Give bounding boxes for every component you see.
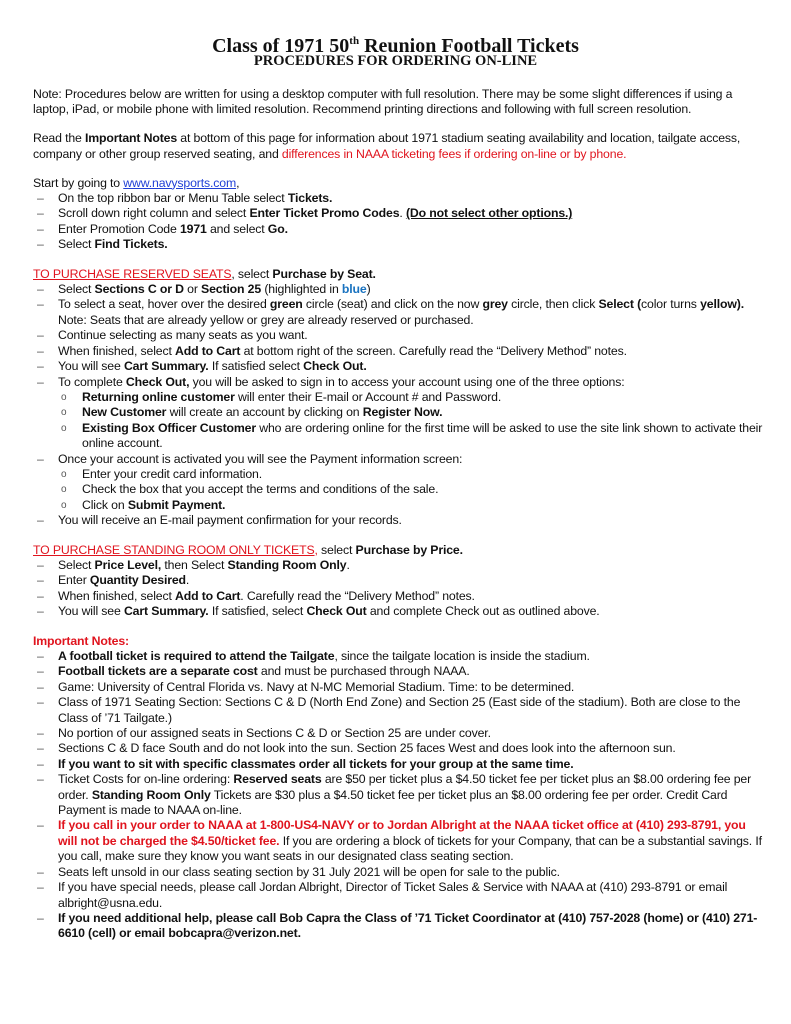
list-item xyxy=(33,297,763,328)
list-item xyxy=(33,741,763,756)
title-text-rest: Reunion Football Tickets xyxy=(359,35,579,57)
text-run: Existing Box Officer Customer xyxy=(82,420,256,435)
page-subtitle: PROCEDURES FOR ORDERING ON-LINE xyxy=(253,53,538,69)
list-item xyxy=(33,818,763,864)
text-run: Check Out, xyxy=(125,374,190,389)
dash-bullet-icon: – xyxy=(37,772,44,787)
list-item xyxy=(33,649,763,664)
circle-bullet-icon: o xyxy=(61,484,67,496)
dash-bullet-icon: – xyxy=(37,880,44,895)
text-run: Class of 1971 Seating Section: Sections C & D (North End Zone) and Section 25 (East side of the stadium). Both are close to the Class of ’71 Tailgate.) xyxy=(58,695,741,725)
text-run: who are ordering online for the first time will be asked to use the site link shown to activate their online account. xyxy=(82,420,763,451)
text-run: If you have special needs, please call Jordan Albright, Director of Ticket Sales & Service with NAAA at (410) 293-8791 or email albright@usna.edu. xyxy=(58,880,728,910)
circle-bullet-icon: o xyxy=(61,422,67,434)
list-item xyxy=(33,328,763,343)
list-item xyxy=(33,757,763,772)
text-run: , select xyxy=(231,266,273,281)
text-run: You will see xyxy=(58,604,124,619)
text-run: Enter Promotion Code xyxy=(58,221,180,236)
text-run: Register Now. xyxy=(362,405,443,420)
text-run: Game: University of Central Florida vs. Navy at N-MC Memorial Stadium. Time: to be determined. xyxy=(58,679,575,694)
dash-bullet-icon: – xyxy=(37,573,44,588)
text-run: . xyxy=(346,557,350,572)
list-item xyxy=(33,880,763,911)
text-run: On the top ribbon bar or Menu Table select xyxy=(58,191,288,206)
dash-bullet-icon: – xyxy=(37,221,44,236)
list-item xyxy=(33,222,763,237)
text-run: Ticket Costs for on-line ordering: xyxy=(58,772,234,787)
text-run: Scroll down right column and select xyxy=(58,206,250,221)
text-run: Quantity Desired xyxy=(89,573,186,588)
text-run: Continue selecting as many seats as you want. xyxy=(58,328,308,343)
text-run: will create an account by clicking on xyxy=(166,405,363,420)
text-run: To select a seat, hover over the desired xyxy=(58,297,270,312)
text-run: at bottom of this page for information about 1971 stadium seating availability and location, tailgate access, company or other group reserved seating, and xyxy=(33,131,741,161)
text-run: When finished, select xyxy=(58,343,175,358)
text-run: Purchase by Price. xyxy=(355,542,463,557)
text-run: Check Out. xyxy=(303,359,367,374)
text-run: If you are ordering a block of tickets for your Company, that can be a substantial savings. If you call, make sure they know you want seats in our designated class seating section. xyxy=(58,833,762,864)
text-run: Price Level, xyxy=(94,557,162,572)
sub-list-item xyxy=(33,390,763,405)
dash-bullet-icon: – xyxy=(37,237,44,252)
text-run: A football ticket is required to attend the Tailgate xyxy=(58,649,335,663)
text-run: Important Notes: xyxy=(33,633,129,648)
dash-bullet-icon: – xyxy=(37,206,44,221)
dash-bullet-icon: – xyxy=(37,343,44,358)
list-item xyxy=(33,282,763,297)
website-link[interactable]: www.navysports.com xyxy=(123,175,237,190)
sub-list-item xyxy=(33,405,763,420)
text-run: If satisfied select xyxy=(208,359,304,374)
text-run: Enter your credit card information. xyxy=(82,466,262,481)
text-run: TO PURCHASE STANDING ROOM ONLY TICKETS, xyxy=(33,542,318,557)
text-run: No portion of our assigned seats in Sections C & D or Section 25 are under cover. xyxy=(58,726,491,741)
list-item xyxy=(33,513,763,528)
spacer xyxy=(33,253,763,267)
text-run: Select ( xyxy=(598,297,642,312)
dash-bullet-icon: – xyxy=(37,328,44,343)
section-heading xyxy=(33,543,763,558)
sub-list-item xyxy=(33,421,763,452)
text-run: ) xyxy=(366,282,371,297)
list-item xyxy=(33,344,763,359)
section-heading xyxy=(33,267,763,282)
text-run: Find Tickets. xyxy=(94,237,168,252)
dash-bullet-icon: – xyxy=(37,818,44,833)
text-run: Read the xyxy=(33,131,85,146)
list-item xyxy=(33,237,763,252)
text-run: Seats left unsold in our class seating section by 31 July 2021 will be open for sale to the public. xyxy=(58,864,560,879)
list-item xyxy=(33,359,763,374)
text-run: and select xyxy=(206,221,268,236)
text-run: and complete Check out as outlined above. xyxy=(366,604,600,619)
title-text: Class of 1971 50 xyxy=(212,35,350,57)
text-run: Note: Procedures below are written for using a desktop computer with full resolution. There may be some slight differences if using a laptop, iPad, or mobile phone with limited resolution. Recommend printing directions and following with full screen resolution. xyxy=(33,87,733,117)
text-run: you will be asked to sign in to access your account using one of the three options: xyxy=(189,374,625,389)
text-run: You will see xyxy=(58,359,124,374)
list-item xyxy=(33,452,763,467)
list-item xyxy=(33,191,763,206)
dash-bullet-icon: – xyxy=(37,374,44,389)
text-run: Go. xyxy=(267,221,288,236)
list-item xyxy=(33,680,763,695)
circle-bullet-icon: o xyxy=(61,391,67,403)
dash-bullet-icon: – xyxy=(37,741,44,756)
text-run: blue xyxy=(341,282,367,297)
text-run: When finished, select xyxy=(58,588,175,603)
text-run: grey xyxy=(482,297,508,312)
bullet-list xyxy=(33,649,763,942)
paragraph xyxy=(33,131,763,162)
text-run: Cart Summary. xyxy=(123,359,209,374)
list-item xyxy=(33,911,763,942)
text-run: green xyxy=(269,297,303,312)
text-run: circle, then click xyxy=(507,297,599,312)
dash-bullet-icon: – xyxy=(37,756,44,771)
text-run: Football tickets are a separate cost xyxy=(58,664,258,679)
text-run: Start by going to xyxy=(33,175,124,190)
text-run: Note: Seats that are already yellow or grey are already reserved or purchased. xyxy=(58,312,474,327)
text-run: Check Out xyxy=(306,604,367,619)
text-run: If satisfied, select xyxy=(208,604,307,619)
text-run: , since the tailgate location is inside the stadium. xyxy=(334,649,590,663)
text-run: (highlighted in xyxy=(261,282,342,297)
dash-bullet-icon: – xyxy=(37,726,44,741)
text-run: New Customer xyxy=(82,405,167,420)
text-run: . xyxy=(399,206,406,221)
list-item xyxy=(33,206,763,221)
text-run: and must be purchased through NAAA. xyxy=(257,664,470,679)
sub-list-item xyxy=(33,498,763,513)
section-heading xyxy=(33,176,763,191)
bullet-list xyxy=(33,282,763,529)
dash-bullet-icon: – xyxy=(37,191,44,206)
dash-bullet-icon: – xyxy=(37,604,44,619)
text-run: differences in NAAA ticketing fees if ordering on-line or by phone. xyxy=(281,146,627,161)
text-run: yellow). xyxy=(700,297,744,312)
text-run: Tickets. xyxy=(287,191,333,206)
text-run: Select xyxy=(58,237,95,252)
text-run: Standing Room Only xyxy=(91,787,211,802)
section-heading xyxy=(33,634,763,649)
dash-bullet-icon: – xyxy=(37,282,44,297)
dash-bullet-icon: – xyxy=(37,649,44,663)
document-body xyxy=(33,87,763,942)
text-run: Sections C & D face South and do not look into the sun. Section 25 faces West and does look into the afternoon sun. xyxy=(58,741,676,756)
text-run: Section 25 xyxy=(201,282,262,297)
list-item xyxy=(33,726,763,741)
text-run: at bottom right of the screen. Carefully read the “Delivery Method” notes. xyxy=(240,343,627,358)
text-run: Select xyxy=(58,557,95,572)
text-run: Enter Ticket Promo Codes xyxy=(249,206,400,221)
text-run: , xyxy=(236,175,240,190)
dash-bullet-icon: – xyxy=(37,588,44,603)
text-run: Once your account is activated you will see the Payment information screen: xyxy=(58,451,463,466)
text-run: then Select xyxy=(161,557,228,572)
dash-bullet-icon: – xyxy=(37,695,44,710)
bullet-list xyxy=(33,191,763,253)
text-run: Reserved seats xyxy=(233,772,322,787)
text-run: Sections C or D xyxy=(94,282,184,297)
text-run: Enter xyxy=(58,573,90,588)
text-run: 1971 xyxy=(179,221,207,236)
text-run: Important Notes xyxy=(84,131,178,146)
text-run: Returning online customer xyxy=(82,389,235,404)
text-run: If you call in your order to NAAA at 1-800-US4-NAVY or to Jordan Albright at the NAAA ticket office at (410) 293-8791, you will not be charged the $4.50/ticket fee. xyxy=(58,818,746,848)
list-item xyxy=(33,772,763,818)
list-item xyxy=(33,695,763,726)
list-item xyxy=(33,573,763,588)
list-item xyxy=(33,604,763,619)
bullet-list xyxy=(33,558,763,620)
list-item xyxy=(33,865,763,880)
text-run: Click on xyxy=(82,497,128,512)
title-superscript: th xyxy=(349,35,360,47)
text-run: Check the box that you accept the terms and conditions of the sale. xyxy=(82,482,439,497)
text-run: Submit Payment. xyxy=(127,497,226,512)
text-run: Select xyxy=(58,282,95,297)
spacer xyxy=(33,529,763,543)
text-run: circle (seat) and click on the now xyxy=(302,297,483,312)
dash-bullet-icon: – xyxy=(37,679,44,694)
sub-list-item xyxy=(33,467,763,482)
list-item xyxy=(33,375,763,390)
text-run: (Do not select other options.) xyxy=(405,206,573,221)
text-run: Cart Summary. xyxy=(123,604,209,619)
dash-bullet-icon: – xyxy=(37,513,44,528)
text-run: color turns xyxy=(641,297,701,312)
text-run: Add to Cart xyxy=(175,343,241,358)
text-run: . Carefully read the “Delivery Method” notes. xyxy=(240,588,475,603)
circle-bullet-icon: o xyxy=(61,499,67,511)
dash-bullet-icon: – xyxy=(37,664,44,679)
dash-bullet-icon: – xyxy=(37,864,44,879)
text-run: If you need additional help, please call Bob Capra the Class of ’71 Ticket Coordinator at (410) 757-2028 (home) or (410) 271-6610 (cell) or email bobcapra@verizon.net. xyxy=(58,910,758,941)
dash-bullet-icon: – xyxy=(37,910,44,925)
dash-bullet-icon: – xyxy=(37,557,44,572)
text-run: TO PURCHASE RESERVED SEATS xyxy=(33,266,232,281)
list-item xyxy=(33,664,763,679)
dash-bullet-icon: – xyxy=(37,297,44,312)
text-run: will enter their E-mail or Account # and Password. xyxy=(234,389,502,404)
spacer xyxy=(33,620,763,634)
sub-list-item xyxy=(33,482,763,497)
list-item xyxy=(33,558,763,573)
text-run: You will receive an E-mail payment confirmation for your records. xyxy=(58,513,402,528)
text-run: Add to Cart xyxy=(175,588,241,603)
text-run: Purchase by Seat. xyxy=(272,266,376,281)
dash-bullet-icon: – xyxy=(37,451,44,466)
dash-bullet-icon: – xyxy=(37,359,44,374)
text-run: If you want to sit with specific classmates order all tickets for your group at the same time. xyxy=(58,756,574,771)
text-run: are $50 per ticket plus a $4.50 ticket fee per ticket plus an $8.00 ordering fee per order. xyxy=(58,772,752,802)
text-run: or xyxy=(183,282,202,297)
circle-bullet-icon: o xyxy=(61,468,67,480)
paragraph xyxy=(33,87,763,118)
circle-bullet-icon: o xyxy=(61,407,67,419)
list-item xyxy=(33,589,763,604)
text-run: Standing Room Only xyxy=(227,557,347,572)
text-run: select xyxy=(317,542,356,557)
text-run: To complete xyxy=(58,374,126,389)
text-run: Tickets are $30 plus a $4.50 ticket fee per ticket plus an $8.00 ordering fee per order. Credit Card Payment is made to NAAA on-line. xyxy=(58,787,728,818)
text-run: . xyxy=(185,573,190,588)
